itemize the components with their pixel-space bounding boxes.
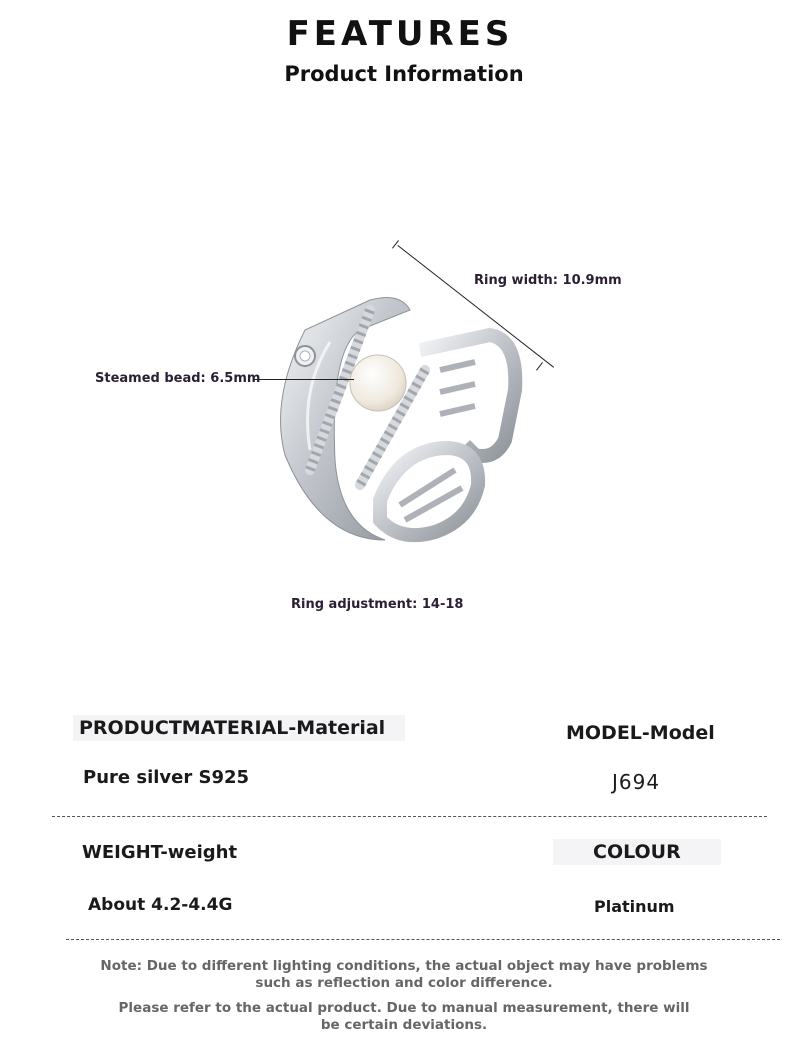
note-line-1b: such as reflection and color difference. bbox=[255, 975, 553, 991]
divider-2 bbox=[66, 939, 780, 940]
page-subtitle: Product Information bbox=[284, 62, 524, 86]
model-heading: MODEL-Model bbox=[566, 722, 715, 744]
divider-1 bbox=[52, 816, 767, 817]
colour-value: Platinum bbox=[594, 897, 675, 916]
material-value: Pure silver S925 bbox=[83, 767, 250, 788]
page-title: FEATURES bbox=[286, 14, 514, 54]
ring-illustration bbox=[250, 270, 550, 570]
bead-size-label: Steamed bead: 6.5mm bbox=[95, 371, 261, 386]
note-line-1a: Note: Due to different lighting conditions, the actual object may have problems bbox=[100, 958, 708, 974]
material-heading: PRODUCTMATERIAL-Material bbox=[73, 715, 405, 741]
colour-heading: COLOUR bbox=[553, 839, 721, 865]
ring-image bbox=[250, 270, 550, 570]
weight-heading: WEIGHT-weight bbox=[82, 842, 238, 863]
ring-width-label: Ring width: 10.9mm bbox=[474, 273, 622, 288]
weight-value: About 4.2-4.4G bbox=[88, 895, 233, 915]
pearl-bead bbox=[350, 355, 406, 411]
note-line-2b: be certain deviations. bbox=[320, 1017, 488, 1033]
bead-pointer-line bbox=[254, 379, 354, 380]
ring-adjustment-label: Ring adjustment: 14-18 bbox=[291, 597, 464, 612]
note-line-2a: Please refer to the actual product. Due to manual measurement, there will bbox=[118, 1000, 690, 1016]
model-value: J694 bbox=[612, 770, 661, 794]
